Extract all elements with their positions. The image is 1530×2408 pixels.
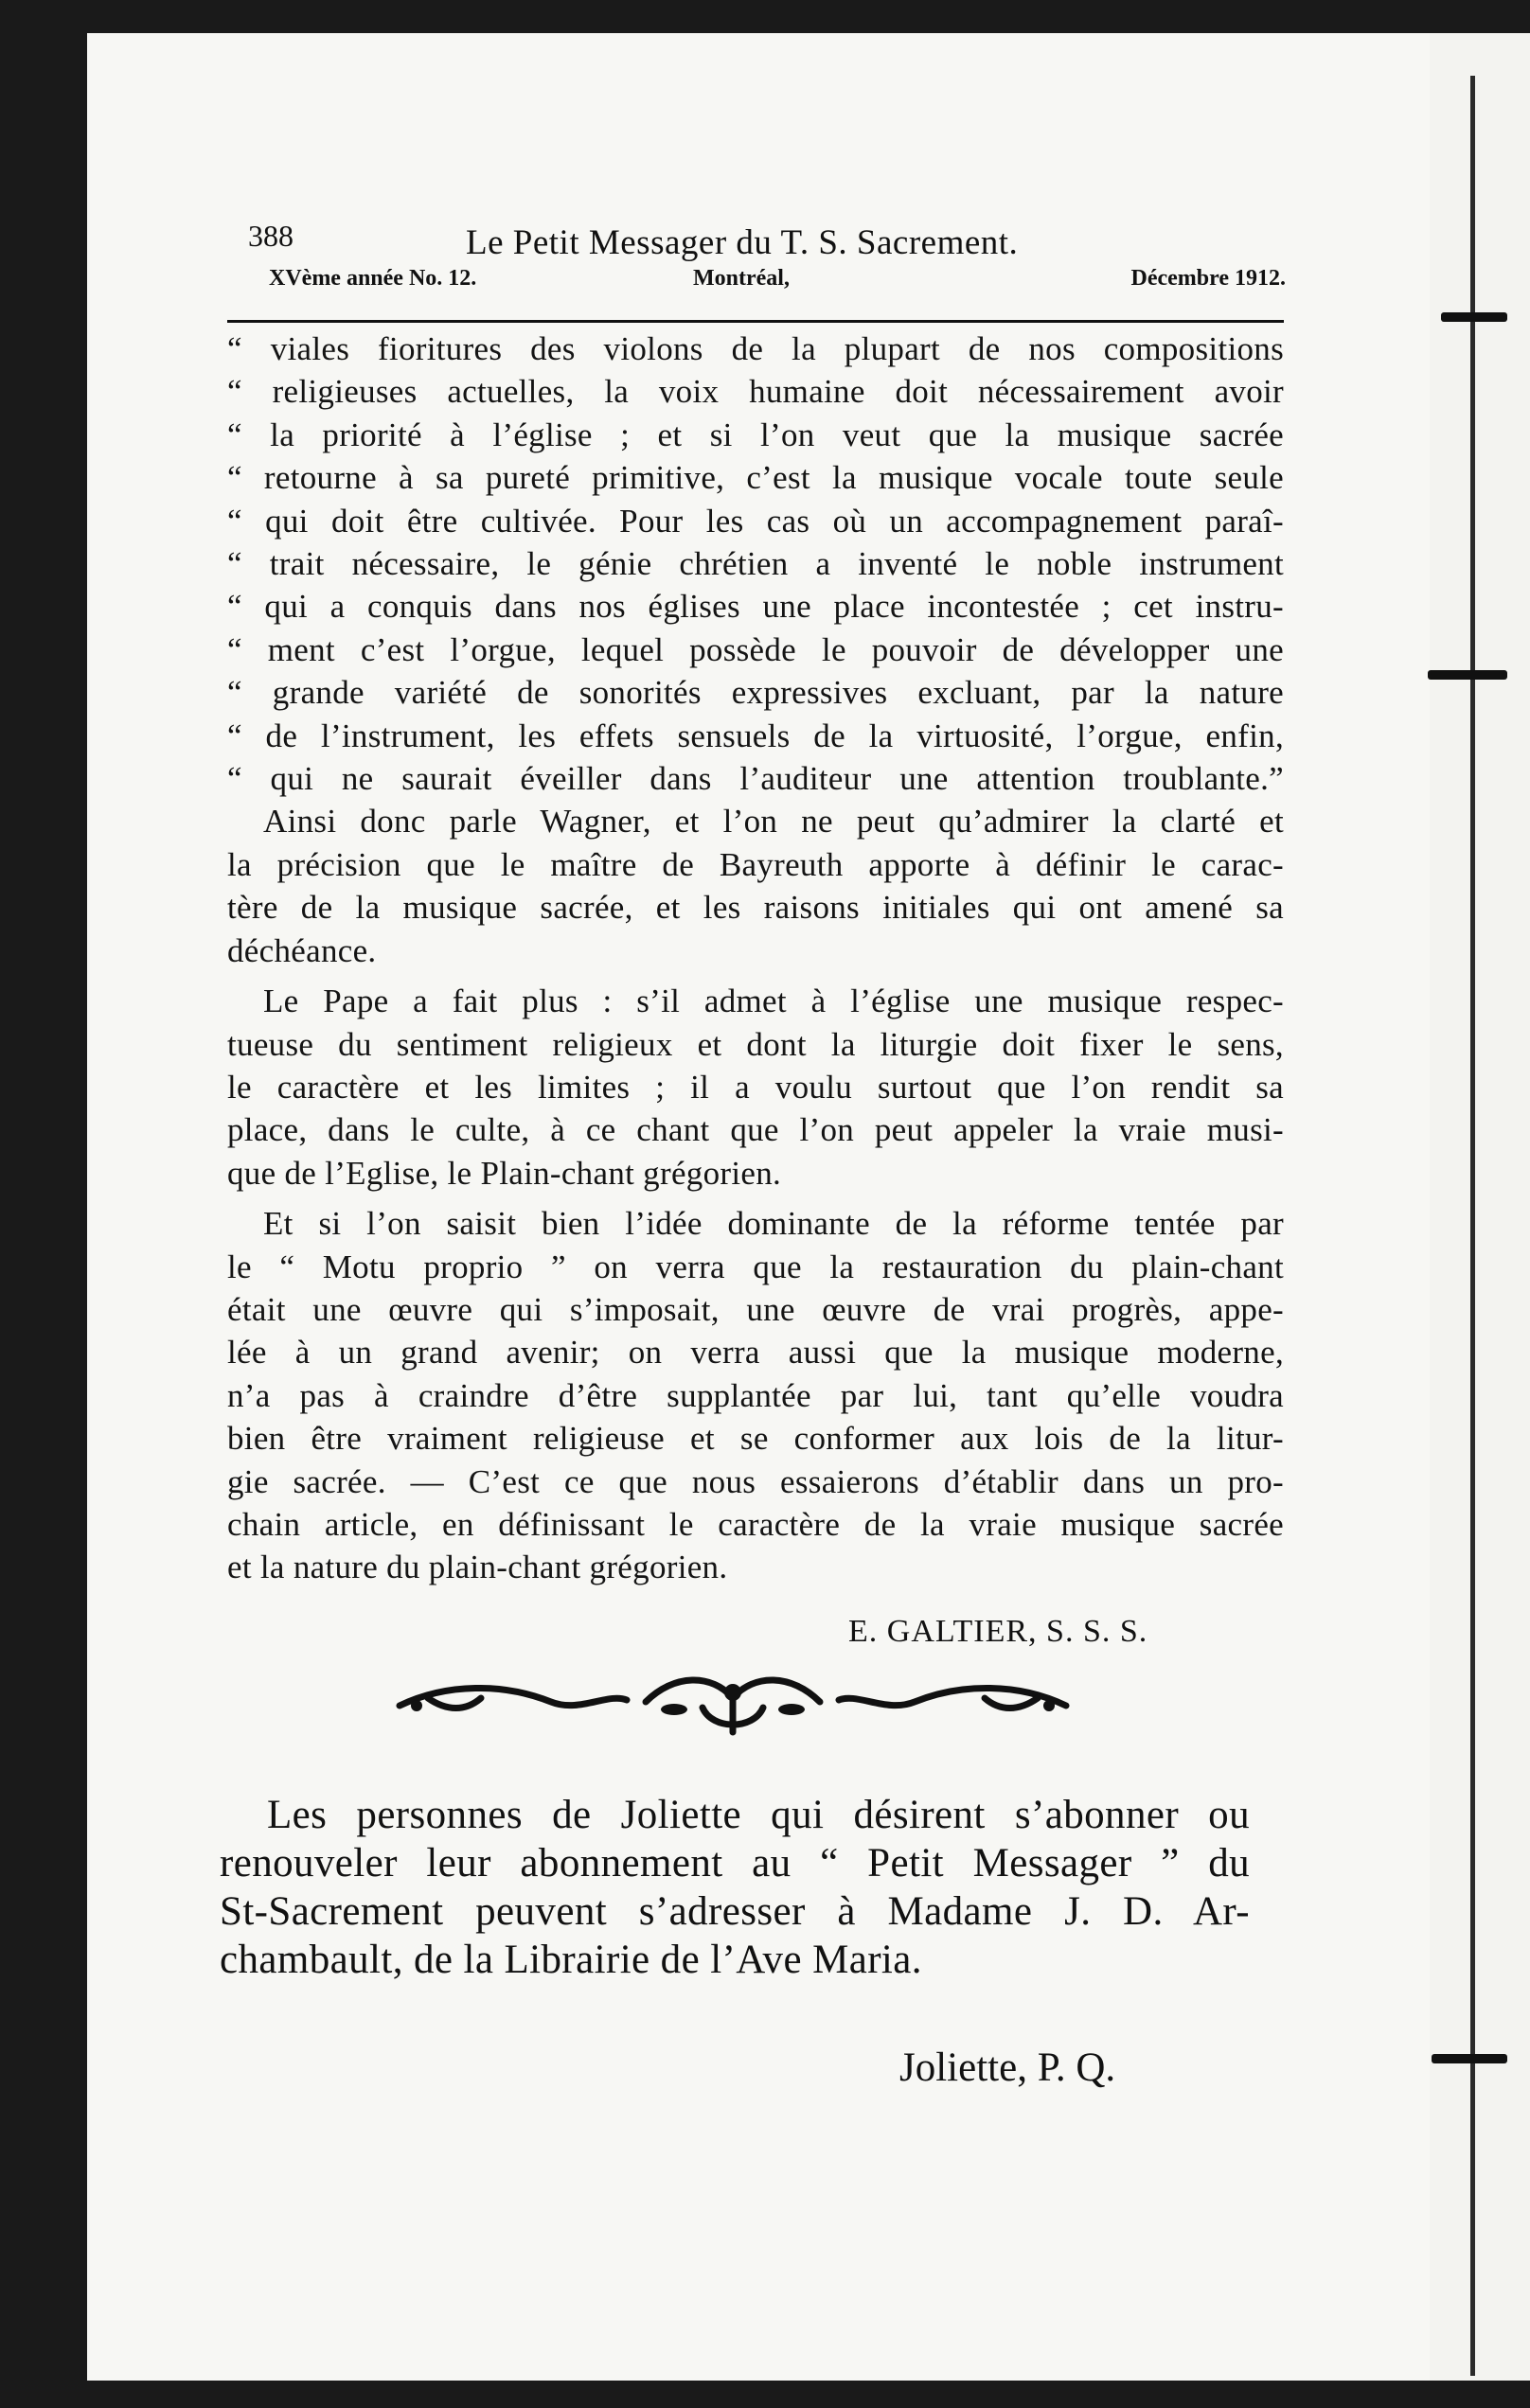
binding-clip: [1441, 312, 1507, 322]
text-line: tueuse du sentiment religieux et dont la liturgie doit fixer le sens,: [227, 1025, 1284, 1063]
running-header: [248, 213, 1286, 300]
place-signature: Joliette, P. Q.: [899, 2045, 1116, 2090]
text-line: le caractère et les limites ; il a voulu surtout que l’on rendit sa: [227, 1068, 1284, 1106]
page-number: 388: [248, 219, 294, 253]
notice-line: St-Sacrement peuvent s’adresser à Madame J. D. Ar-: [220, 1889, 1250, 1934]
text-line: “ trait nécessaire, le génie chrétien a inventé le noble instrument: [227, 545, 1284, 583]
subscription-notice: [220, 1791, 1250, 1984]
text-line: “ qui doit être cultivée. Pour les cas où un accompagnement paraî-: [227, 502, 1284, 540]
text-line: et la nature du plain-chant grégorien.: [227, 1549, 728, 1586]
journal-title: Le Petit Messager du T. S. Sacrement.: [466, 223, 1019, 262]
text-line: Le Pape a fait plus : s’il admet à l’église une musique respec-: [263, 983, 1284, 1020]
text-line: Et si l’on saisit bien l’idée dominante de la réforme tentée par: [263, 1205, 1284, 1243]
text-line: que de l’Eglise, le Plain-chant grégorien.: [227, 1154, 782, 1192]
text-line: chain article, en définissant le caractère de la vraie musique sacrée: [227, 1505, 1284, 1543]
article-body: [227, 328, 1284, 1589]
text-line: déchéance.: [227, 931, 377, 969]
adjacent-page-strip: [1430, 33, 1530, 2381]
text-line: place, dans le culte, à ce chant que l’on peut appeler la vraie musi-: [227, 1111, 1284, 1149]
ornament-divider-icon: [390, 1664, 1076, 1740]
text-line: la précision que le maître de Bayreuth apporte à définir le carac-: [227, 845, 1284, 883]
text-line: “ qui a conquis dans nos églises une place incontestée ; cet instru-: [227, 588, 1284, 626]
text-line: “ qui ne saurait éveiller dans l’auditeur une attention troublante.”: [227, 760, 1284, 798]
volume-label: XVème année No. 12.: [269, 266, 477, 291]
text-line: tère de la musique sacrée, et les raisons initiales qui ont amené sa: [227, 889, 1284, 927]
binding-edge: [1470, 76, 1475, 2376]
text-line: gie sacrée. — C’est ce que nous essaierons d’établir dans un pro-: [227, 1462, 1284, 1500]
text-line: “ religieuses actuelles, la voix humaine doit nécessairement avoir: [227, 373, 1284, 411]
binding-clip: [1432, 2054, 1507, 2063]
text-line: “ retourne à sa pureté primitive, c’est la musique vocale toute seule: [227, 459, 1284, 497]
text-line: n’a pas à craindre d’être supplantée par lui, tant qu’elle voudra: [227, 1376, 1284, 1414]
text-line: était une œuvre qui s’imposait, une œuvre de vrai progrès, appe-: [227, 1290, 1284, 1328]
notice-line: Les personnes de Joliette qui désirent s’abonner ou: [267, 1793, 1250, 1837]
header-rule: [227, 320, 1284, 323]
city-label: Montréal,: [693, 266, 790, 291]
text-line: “ ment c’est l’orgue, lequel possède le pouvoir de développer une: [227, 630, 1284, 668]
text-line: “ viales fioritures des violons de la plupart de nos compositions: [227, 330, 1284, 367]
text-line: bien être vraiment religieuse et se conformer aux lois de la litur-: [227, 1420, 1284, 1458]
notice-line: renouveler leur abonnement au “ Petit Messager ” du: [220, 1841, 1250, 1886]
notice-line: chambault, de la Librairie de l’Ave Maria.: [220, 1938, 922, 1982]
text-line: lée à un grand avenir; on verra aussi que la musique moderne,: [227, 1334, 1284, 1372]
binding-clip: [1428, 670, 1507, 680]
text-line: “ grande variété de sonorités expressives excluant, par la nature: [227, 674, 1284, 712]
issue-date: Décembre 1912.: [1130, 266, 1286, 291]
text-line: “ la priorité à l’église ; et si l’on veut que la musique sacrée: [227, 416, 1284, 453]
text-line: le “ Motu proprio ” on verra que la restauration du plain-chant: [227, 1248, 1284, 1285]
author-signature: E. GALTIER, S. S. S.: [848, 1614, 1148, 1649]
text-line: “ de l’instrument, les effets sensuels de la virtuosité, l’orgue, enfin,: [227, 717, 1284, 754]
text-line: Ainsi donc parle Wagner, et l’on ne peut qu’admirer la clarté et: [263, 803, 1284, 841]
